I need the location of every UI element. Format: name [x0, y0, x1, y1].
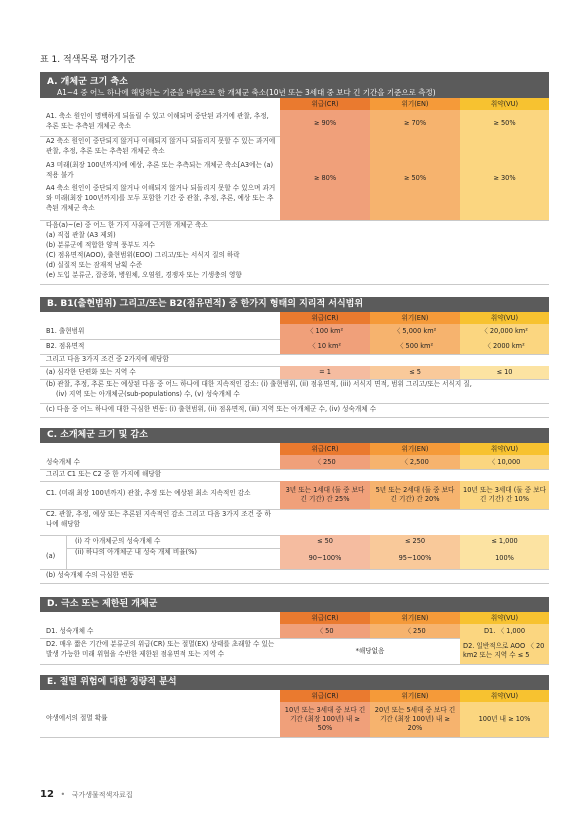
- a1-vu: ≥ 50%: [460, 110, 549, 136]
- a2-cr: ≥ 80%: [280, 136, 370, 220]
- a-basis-intro: 다음(a)~(e) 중 어느 한 가지 사유에 근거한 개체군 축소: [46, 221, 208, 229]
- c1-cr: 3년 또는 1세대 (둘 중 보다 긴 기간) 간 25%: [280, 481, 370, 509]
- d1-vu: D1. 〈 1,000: [460, 624, 549, 638]
- cii-vu: 100%: [460, 548, 549, 569]
- ba-en: ≤ 5: [370, 366, 460, 379]
- c1-label: C1. (미래 최장 100년까지) 관찰, 추정 또는 예상된 최소 지속적인 감소: [46, 489, 251, 497]
- d-vu-header: 취약(VU): [460, 612, 549, 624]
- ba-vu: ≤ 10: [460, 366, 549, 379]
- ci-label: (i) 각 아개체군의 성숙개체 수: [75, 537, 161, 545]
- e-cr-header: 위급(CR): [280, 690, 370, 702]
- d2-label: D2. 매우 짧은 기간에 분류군의 위급(CR) 또는 절멸(EX) 상태를 초래할 수 있는 발생 가능한 미래 위협을 수반한 제한된 점유면적 또는 지역 수: [46, 640, 275, 658]
- c-mature-label: 성숙개체 수: [46, 458, 80, 466]
- a-basis-1: (b) 분류군에 적합한 양적 풍부도 지수: [46, 241, 155, 249]
- b1-en: 〈 5,000 km²: [370, 324, 460, 339]
- e-vu-header: 취약(VU): [460, 690, 549, 702]
- c-mature-en: 〈 2,500: [370, 455, 460, 469]
- footer-separator: •: [60, 790, 66, 799]
- cii-cr: 90~100%: [280, 548, 370, 569]
- a-cr-header: 위급(CR): [280, 98, 370, 110]
- e-cr: 10년 또는 3세대 중 보다 긴 기간 (최장 100년) 내 ≥ 50%: [280, 702, 370, 737]
- e-en: 20년 또는 5세대 중 보다 긴 기간 (최장 100년) 내 ≥ 20%: [370, 702, 460, 737]
- ba-cr: = 1: [280, 366, 370, 379]
- a2-en: ≥ 50%: [370, 136, 460, 220]
- bb-label: (b) 관찰, 추정, 추론 또는 예상된 다음 중 어느 하나에 대한 지속적인 감소: (i) 출현범위, (ii) 점유면적, (iii) 서식지 면적, 범위 그리고/또는 서식지 질,: [46, 380, 472, 388]
- b2-vu: 〈 2000 km²: [460, 339, 549, 354]
- section-a-subtitle: A1~4 중 어느 하나에 해당하는 기준을 바탕으로 한 개체군 축소(10년 또는 3세대 중 보다 긴 기간을 기준으로 측정): [57, 88, 436, 97]
- c-en-header: 위기(EN): [370, 443, 460, 455]
- b2-label: B2. 점유면적: [46, 342, 85, 350]
- c-cr-header: 위급(CR): [280, 443, 370, 455]
- b-cond-label: 그리고 다음 3가지 조건 중 2가지에 해당함: [46, 355, 169, 363]
- d1-cr: 〈 50: [280, 624, 370, 638]
- c-vu-header: 취약(VU): [460, 443, 549, 455]
- c-mature-cr: 〈 250: [280, 455, 370, 469]
- section-e-header: E. 절멸 위험에 대한 정량적 분석: [40, 675, 549, 690]
- d-cr-header: 위급(CR): [280, 612, 370, 624]
- c-cond-label: 그리고 C1 또는 C2 중 한 가지에 해당함: [46, 470, 162, 478]
- c1-en: 5년 또는 2세대 (둘 중 보다 긴 기간) 간 20%: [370, 481, 460, 509]
- d1-label: D1. 성숙개체 수: [46, 627, 94, 635]
- a-basis-bottom: [40, 272, 549, 285]
- a3-label: A3 미래(최장 100년까지)에 예상, 추론 또는 추측되는 개체군 축소[A3에는 (a) 적용 불가: [46, 161, 274, 179]
- c1-vu: 10년 또는 3세대 (둘 중 보다 긴 기간) 간 10%: [460, 481, 549, 509]
- ba-label: (a) 심각한 단편화 또는 지역 수: [46, 368, 136, 376]
- a1-label: A1. 축소 원인이 명백하게 되돌릴 수 있고 이해되며 중단된 과거에 관찰, 추정, 추론 또는 추측된 개체군 축소: [46, 112, 269, 130]
- b1-cr: 〈 100 km²: [280, 324, 370, 339]
- ci-cr: ≤ 50: [280, 535, 370, 548]
- b2-cr: 〈 10 km²: [280, 339, 370, 354]
- e-label: 야생에서의 절멸 확률: [46, 714, 108, 722]
- a2-vu: ≥ 30%: [460, 136, 549, 220]
- b-cr-header: 위급(CR): [280, 312, 370, 324]
- a-vu-header: 취약(VU): [460, 98, 549, 110]
- table-title: 표 1. 적색목록 평가기준: [40, 55, 136, 65]
- b1-vu: 〈 20,000 km²: [460, 324, 549, 339]
- section-d-header: D. 극소 또는 제한된 개체군: [40, 597, 549, 612]
- cii-label: (ii) 하나의 아개체군 내 성숙 개체 비율(%): [75, 548, 197, 556]
- a-basis-2: (C) 점유면적(AOO), 출현범위(EOO) 그리고/또는 서식지 질의 하락: [46, 251, 240, 259]
- c-mature-vu: 〈 10,000: [460, 455, 549, 469]
- d1-en: 〈 250: [370, 624, 460, 638]
- section-c-header: C. 소개체군 크기 및 감소: [40, 428, 549, 443]
- section-a-title: A. 개체군 크기 축소: [47, 77, 128, 87]
- cb-label: (b) 성숙개체 수의 극심한 변동: [46, 571, 134, 579]
- a2-label: A2 축소 원인이 중단되지 않거나 이해되지 않거나 되돌리지 못할 수 있는 과거에 관찰, 추정, 추론 또는 추측된 개체군 축소: [46, 137, 276, 155]
- e-en-header: 위기(EN): [370, 690, 460, 702]
- ca-label: (a): [46, 552, 56, 560]
- a-basis-3: (d) 실질적 또는 잠재적 남획 수준: [46, 261, 143, 269]
- a-basis-0: (a) 직접 관찰 (A3 제외): [46, 231, 116, 239]
- b2-en: 〈 500 km²: [370, 339, 460, 354]
- d2-cr-en: *해당없음: [355, 646, 385, 655]
- a4-label: A4 축소 원인이 중단되지 않거나 이해되지 않거나 되돌리지 못할 수 있으며 과거와 미래(최장 100년까지)를 모두 포함한 기간 중 관찰, 추정, 추론, 예상 또는 추측된 개체군 축소: [46, 184, 276, 212]
- d-en-header: 위기(EN): [370, 612, 460, 624]
- b-en-header: 위기(EN): [370, 312, 460, 324]
- page-number: 12: [40, 789, 54, 800]
- bb-label-2: (iv) 지역 또는 아개체군(sub-populations) 수, (v) 성숙개체 수: [56, 390, 240, 398]
- a1-cr: ≥ 90%: [280, 110, 370, 136]
- a-basis-4: (e) 도입 분류군, 잡종화, 병원체, 오염원, 경쟁자 또는 기생충의 영향: [46, 271, 242, 279]
- page-footer: [40, 789, 133, 800]
- publication-name: 국가생물적색자료집: [71, 791, 133, 799]
- c2-label: C2. 관찰, 추정, 예상 또는 추론된 지속적인 감소 그리고 다음 3가지 조건 중 하나에 해당함: [46, 510, 271, 528]
- ci-en: ≤ 250: [370, 535, 460, 548]
- d2-vu: D2. 일반적으로 AOO 〈 20 km2 또는 지역 수 ≤ 5: [460, 638, 549, 664]
- b-vu-header: 취약(VU): [460, 312, 549, 324]
- a1-en: ≥ 70%: [370, 110, 460, 136]
- section-b-header: B. B1(출현범위) 그리고/또는 B2(점유면적) 중 한가지 형태의 지리적 서식범위: [40, 297, 549, 312]
- e-vu: 100년 내 ≥ 10%: [460, 702, 549, 737]
- section-a-header: [40, 72, 549, 98]
- bc-label: (c) 다음 중 어느 하나에 대한 극심한 변동: (i) 출현범위, (ii) 점유면적, (iii) 지역 또는 아개체군 수, (iv) 성숙개체 수: [46, 405, 377, 413]
- a-en-header: 위기(EN): [370, 98, 460, 110]
- ci-vu: ≤ 1,000: [460, 535, 549, 548]
- b1-label: B1. 출현범위: [46, 327, 85, 335]
- cii-en: 95~100%: [370, 548, 460, 569]
